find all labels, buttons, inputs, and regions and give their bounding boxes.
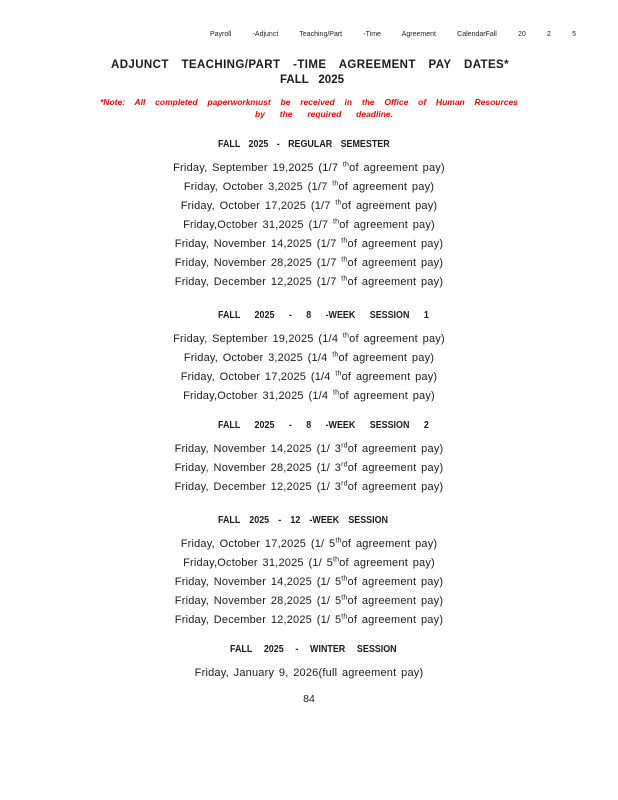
section-heading: FALL 2025 - 8 -WEEK SESSION 1 bbox=[218, 309, 429, 321]
ordinal-superscript: th bbox=[335, 370, 342, 378]
pay-date-line: Friday, November 28,2025 (1/ 5thof agreement pay) bbox=[174, 594, 444, 607]
pay-section bbox=[0, 419, 618, 497]
ordinal-superscript: th bbox=[341, 256, 348, 264]
ordinal-superscript: th bbox=[332, 180, 339, 188]
ordinal-superscript: th bbox=[332, 556, 340, 564]
ordinal-superscript: th bbox=[332, 389, 340, 397]
pay-date-list bbox=[0, 535, 618, 630]
pay-date-line: Friday, October 17,2025 (1/4 $^{th}$of agreement pay) bbox=[180, 370, 438, 383]
pay-date-line: Friday, October 3,2025 (1/4 $^{th}$of agreement pay) bbox=[183, 351, 435, 364]
pay-section bbox=[0, 309, 618, 406]
ordinal-superscript: th bbox=[342, 161, 350, 169]
ordinal-superscript: th bbox=[341, 275, 348, 283]
pay-date-line: Friday, October 17,2025 (1/ 5thof agreement pay) bbox=[180, 537, 438, 550]
ordinal-superscript: th bbox=[341, 575, 348, 583]
pay-date-line: Friday, October 3,2025 (1/7 $^{th}$of agreement pay) bbox=[183, 180, 435, 193]
ordinal-superscript: th bbox=[332, 218, 340, 226]
pay-date-line: Friday, November 14,2025 (1/ 3rdof agreement pay) bbox=[174, 442, 444, 455]
pay-date-line: Friday, September 19,2025 (1/7 $^{th}$of agreement pay) bbox=[173, 161, 445, 174]
pay-date-line: Friday, December 12,2025 (1/ 5thof agreement pay) bbox=[174, 613, 444, 626]
pay-date-line: Friday, November 28,2025 (1/7 $^{th}$of agreement pay) bbox=[174, 256, 444, 269]
pay-date-sections bbox=[0, 138, 618, 683]
pay-section bbox=[0, 514, 618, 630]
pay-date-line: Friday, January 9, 2026(full agreement pay) bbox=[194, 667, 424, 679]
pay-date-line: Friday, December 12,2025 (1/7 $^{th}$of agreement pay) bbox=[174, 275, 444, 288]
pay-date-line: Friday, November 14,2025 (1/ 5thof agreement pay) bbox=[174, 575, 444, 588]
section-heading: FALL 2025 - 12 -WEEK SESSION bbox=[218, 514, 388, 526]
pay-date-line: Friday, October 17,2025 (1/7 $^{th}$of agreement pay) bbox=[180, 199, 438, 212]
title-term-year: FALL 2025 bbox=[280, 74, 344, 86]
pay-date-line: Friday, December 12,2025 (1/ 3rdof agreement pay) bbox=[174, 480, 444, 493]
ordinal-superscript: rd bbox=[341, 442, 348, 450]
pay-section bbox=[0, 138, 618, 292]
page-header-line: Payroll -Adjunct Teaching/Part -Time Agreement CalendarFall 20 2 5 bbox=[210, 31, 576, 38]
hr-note-line-1: *Note: All completed paperworkmust be received in the Office of Human Resources bbox=[100, 97, 518, 107]
ordinal-superscript: th bbox=[335, 537, 342, 545]
section-heading: FALL 2025 - 8 -WEEK SESSION 2 bbox=[218, 419, 429, 431]
ordinal-superscript: th bbox=[335, 199, 342, 207]
ordinal-superscript: th bbox=[341, 613, 348, 621]
page-number: 84 bbox=[303, 693, 315, 705]
pay-date-list bbox=[0, 159, 618, 292]
pay-date-list bbox=[0, 440, 618, 497]
pay-date-line: Friday,October 31,2025 (1/4 $^{th}$of agreement pay) bbox=[183, 389, 435, 402]
ordinal-superscript: th bbox=[341, 237, 348, 245]
pay-date-line: Friday,October 31,2025 (1/ 5thof agreement pay) bbox=[183, 556, 435, 569]
pay-date-line: Friday, November 14,2025 (1/7 $^{th}$of agreement pay) bbox=[174, 237, 444, 250]
ordinal-superscript: th bbox=[341, 594, 348, 602]
ordinal-superscript: th bbox=[342, 332, 350, 340]
pay-date-line: Friday,October 31,2025 (1/7 $^{th}$of agreement pay) bbox=[183, 218, 435, 231]
ordinal-superscript: rd bbox=[341, 480, 348, 488]
section-heading: FALL 2025 - REGULAR SEMESTER bbox=[218, 138, 390, 150]
ordinal-superscript: rd bbox=[341, 461, 348, 469]
document-title: ADJUNCT TEACHING/PART -TIME AGREEMENT PAY DATES* bbox=[111, 59, 509, 71]
pay-section bbox=[0, 643, 618, 683]
hr-note-line-2: by the required deadline. bbox=[255, 109, 393, 119]
pay-date-list bbox=[0, 330, 618, 406]
section-heading: FALL 2025 - WINTER SESSION bbox=[230, 643, 397, 655]
ordinal-superscript: th bbox=[332, 351, 339, 359]
pay-date-line: Friday, November 28,2025 (1/ 3rdof agreement pay) bbox=[174, 461, 444, 474]
pay-date-list bbox=[0, 664, 618, 683]
pay-date-line: Friday, September 19,2025 (1/4 $^{th}$of agreement pay) bbox=[173, 332, 445, 345]
